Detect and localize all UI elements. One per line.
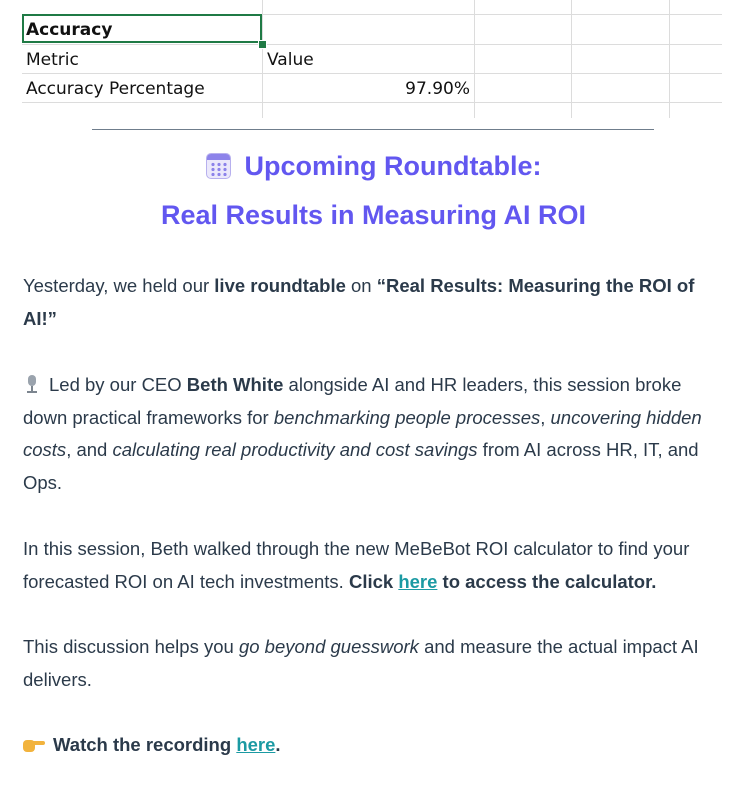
- pointing-hand-icon: [23, 735, 45, 753]
- p3-text1: In this session, Beth walked through the new MeBeBot ROI calculator to find your forecasted ROI on AI tech investments.: [23, 538, 690, 592]
- p2-text1: Led by our CEO: [49, 374, 187, 395]
- fill-handle[interactable]: [258, 40, 267, 49]
- session-description-paragraph: [23, 369, 723, 499]
- p4-ital1: go beyond guesswork: [238, 636, 419, 657]
- microphone-icon: [23, 374, 41, 394]
- value-column-label[interactable]: Value: [267, 50, 314, 70]
- metric-column-label[interactable]: Metric: [26, 50, 79, 70]
- roundtable-heading-line2: Real Results in Measuring AI ROI: [160, 200, 587, 230]
- roundtable-heading-line1: [0, 149, 747, 183]
- spreadsheet-snippet: [0, 0, 747, 118]
- p2-ital3: calculating real productivity and cost savings: [112, 439, 478, 460]
- p2-text3: ,: [540, 406, 551, 428]
- watch-recording-text: Watch the recording: [53, 734, 237, 755]
- calculator-link[interactable]: here: [398, 570, 438, 592]
- p2-text4: , and: [66, 439, 113, 460]
- p3-access-text: to access the calculator.: [437, 570, 657, 592]
- recording-link[interactable]: here: [236, 734, 276, 755]
- p2-ital1: benchmarking people processes: [273, 406, 541, 428]
- calendar-icon: [206, 153, 231, 179]
- p4-text1: This discussion helps you: [23, 636, 239, 657]
- section-divider: [92, 129, 654, 130]
- p5-period: .: [275, 734, 281, 755]
- sheet-header-cell[interactable]: Accuracy: [26, 20, 113, 40]
- heading-line1-text: Upcoming Roundtable:: [244, 151, 542, 181]
- recording-paragraph: [23, 729, 723, 762]
- calculator-paragraph: [23, 533, 723, 598]
- p1-live-roundtable: live roundtable: [214, 275, 346, 296]
- p2-text5: from AI across HR, IT, and Ops.: [23, 439, 699, 493]
- p2-text2: alongside AI and HR leaders, this session broke down practical frameworks for: [23, 374, 682, 428]
- accuracy-row-value[interactable]: 97.90%: [405, 79, 470, 99]
- recap-paragraph: [23, 270, 723, 335]
- p1-text2: on: [345, 275, 377, 296]
- p2-ceo-name: Beth White: [186, 374, 284, 395]
- p3-click: Click: [348, 570, 399, 592]
- impact-paragraph: [23, 631, 723, 696]
- p2-ital2: uncovering hidden costs: [23, 406, 702, 460]
- accuracy-row-label[interactable]: Accuracy Percentage: [26, 79, 205, 99]
- p1-session-title: “Real Results: Measuring the ROI of AI!”: [23, 275, 695, 329]
- p1-text1: Yesterday, we held our: [23, 275, 215, 296]
- p4-text2: and measure the actual impact AI delivers.: [23, 636, 699, 690]
